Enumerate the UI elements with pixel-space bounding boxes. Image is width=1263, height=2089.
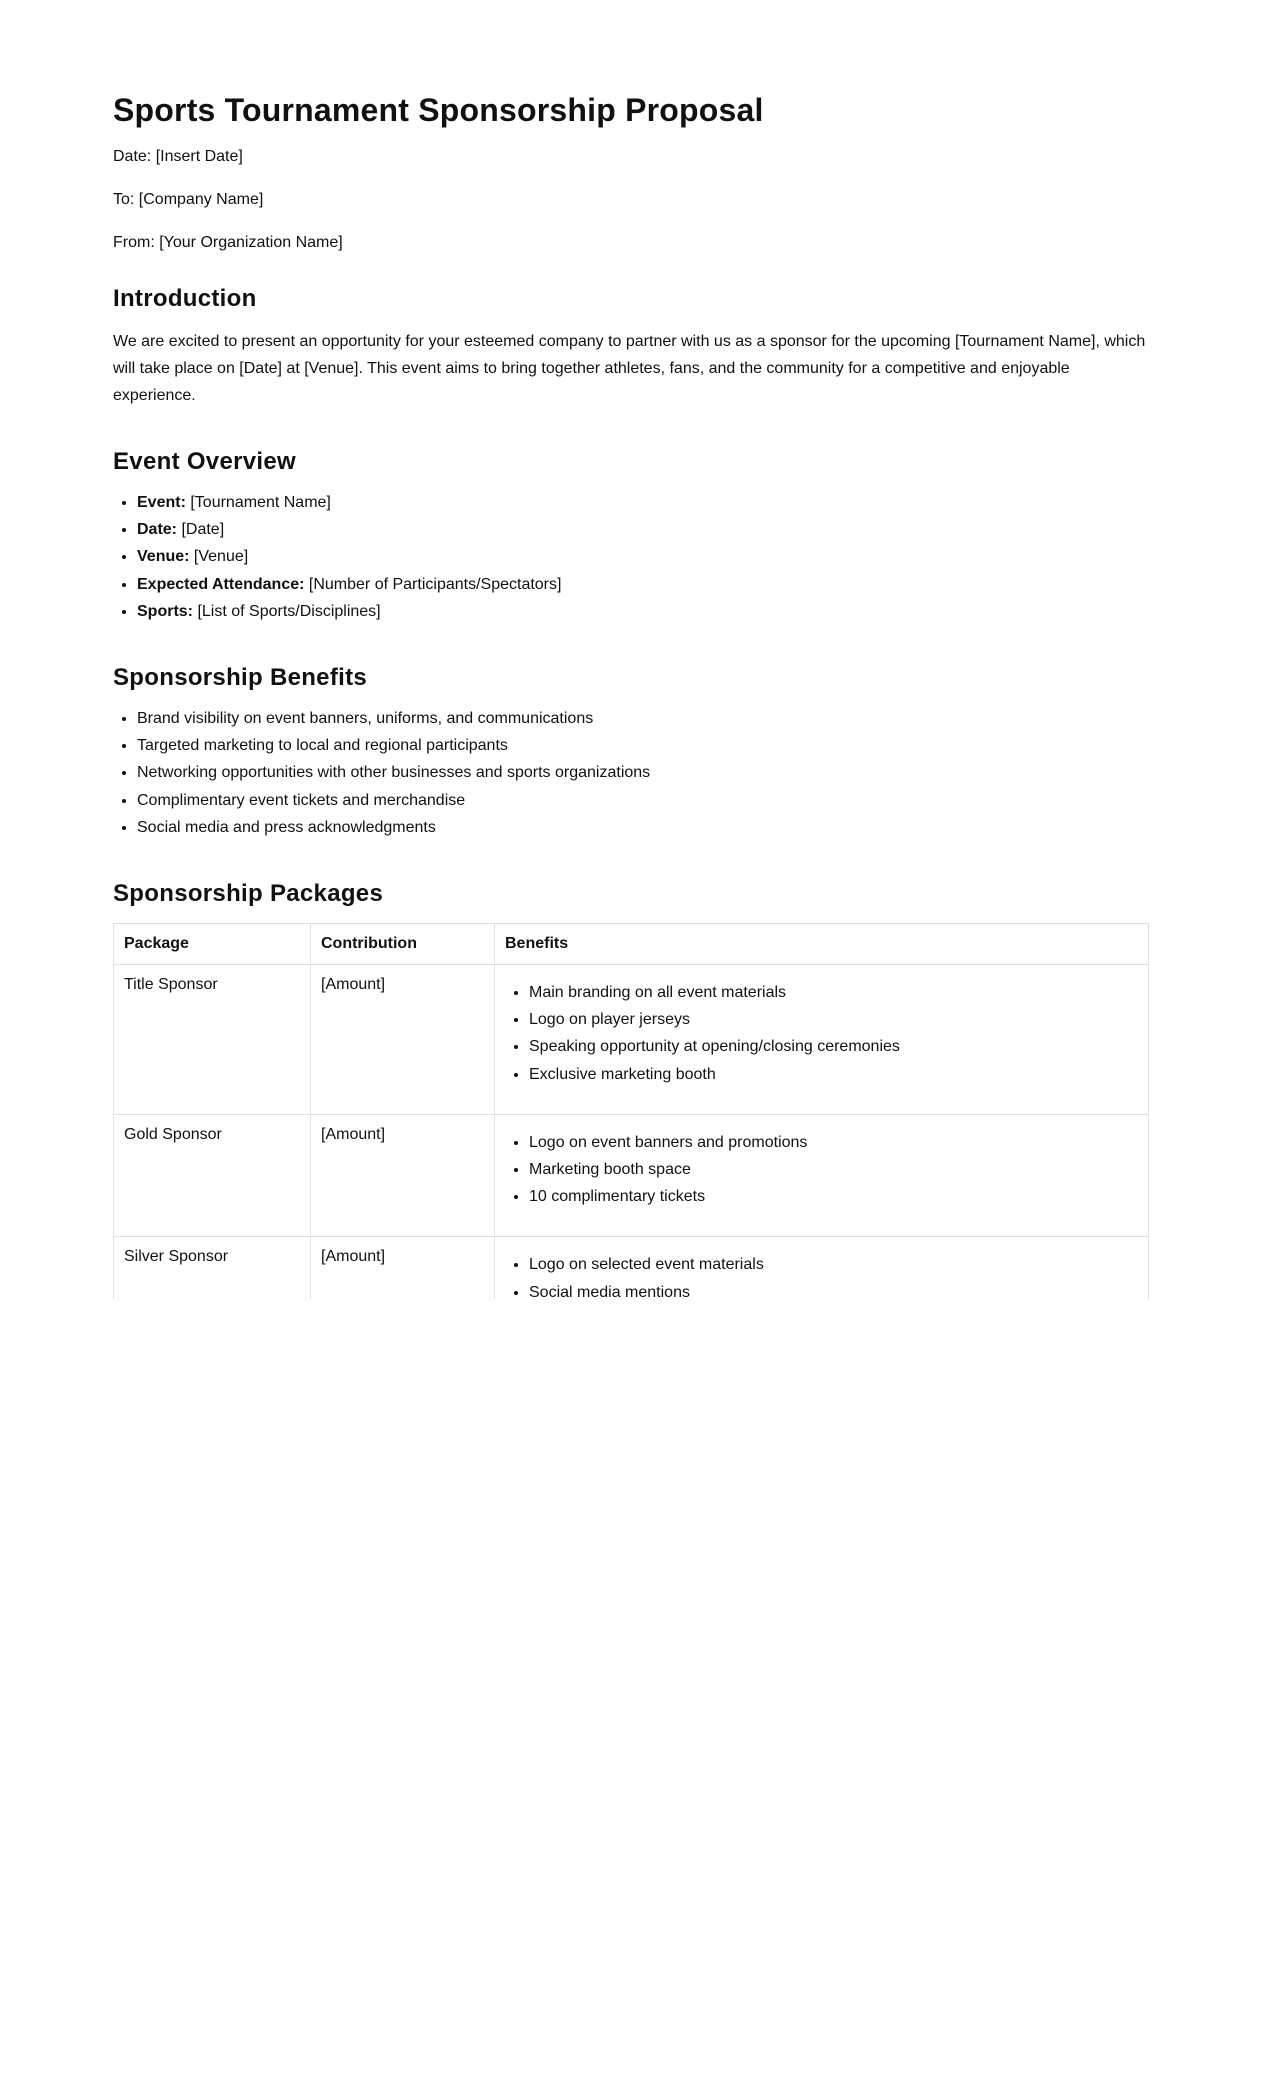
cell-package: Silver Sponsor (114, 1237, 311, 1299)
list-item: • Social media mentions (529, 1279, 1138, 1299)
item-label: Date: (137, 521, 178, 539)
column-header-contribution: Contribution (311, 924, 495, 965)
meta-from: From: [Your Organization Name] (113, 234, 343, 251)
list-item: • Speaking opportunity at opening/closing ceremonies (529, 1033, 1138, 1060)
list-item: • Complimentary event tickets and merchandise (137, 787, 1149, 814)
item-value: [Number of Participants/Spectators] (304, 575, 562, 593)
table-row (114, 1237, 1149, 1299)
item-label: Expected Attendance: (137, 575, 305, 593)
item-label: Sports: (137, 602, 193, 620)
list-item: • Logo on selected event materials (529, 1251, 1138, 1278)
cell-benefits (495, 965, 1149, 1115)
item-value: [Venue] (189, 548, 249, 566)
event-overview-heading: Event Overview (113, 448, 296, 475)
cell-package: Gold Sponsor (114, 1114, 311, 1237)
cell-package: Title Sponsor (114, 965, 311, 1115)
benefits-list (505, 979, 1138, 1088)
list-item: • Exclusive marketing booth (529, 1061, 1138, 1088)
cell-contribution: [Amount] (311, 965, 495, 1115)
introduction-text: We are excited to present an opportunity for your esteemed company to partner with us as a sponsor for the upcoming [Tournament Name], which will take place on [Date] at [Venue]. This event aims to bring together athletes, fans, and the community for a competitive and enjoyable experience. (113, 333, 1146, 404)
table-row (114, 1114, 1149, 1237)
cell-contribution: [Amount] (311, 1114, 495, 1237)
list-item: • Logo on player jerseys (529, 1006, 1138, 1033)
list-item (137, 571, 1149, 598)
sponsorship-packages-table (113, 923, 1149, 1299)
list-item: • Social media and press acknowledgments (137, 814, 1149, 841)
list-item: • Networking opportunities with other businesses and sports organizations (137, 759, 1149, 786)
list-item: • Brand visibility on event banners, uniforms, and communications (137, 705, 1149, 732)
cell-benefits (495, 1237, 1149, 1299)
document-page (113, 88, 1149, 1299)
item-label: Event: (137, 494, 186, 511)
event-overview-list (113, 489, 1149, 625)
sponsorship-benefits-heading: Sponsorship Benefits (113, 664, 368, 692)
list-item (137, 489, 1149, 516)
meta-to: To: [Company Name] (113, 191, 264, 208)
column-header-package: Package (114, 924, 311, 965)
list-item: • 10 complimentary tickets (529, 1183, 1138, 1210)
table-row (114, 965, 1149, 1115)
introduction-heading: Introduction (113, 285, 257, 312)
column-header-benefits: Benefits (495, 924, 1149, 965)
item-value: [Tournament Name] (185, 494, 331, 511)
page-title: Sports Tournament Sponsorship Proposal (113, 92, 764, 128)
sponsorship-benefits-list (113, 705, 1149, 841)
item-label: Venue: (137, 548, 190, 566)
list-item: • Logo on event banners and promotions (529, 1129, 1138, 1156)
list-item: • Main branding on all event materials (529, 979, 1138, 1006)
sponsorship-packages-heading: Sponsorship Packages (113, 880, 384, 908)
list-item (137, 598, 1149, 625)
cell-benefits (495, 1114, 1149, 1237)
item-value: [Date] (177, 521, 225, 539)
list-item (137, 516, 1149, 543)
benefits-list (505, 1251, 1138, 1299)
item-value: [List of Sports/Disciplines] (193, 602, 381, 620)
list-item: • Marketing booth space (529, 1156, 1138, 1183)
benefits-list (505, 1129, 1138, 1211)
meta-date: Date: [Insert Date] (113, 148, 243, 165)
list-item: • Targeted marketing to local and regional participants (137, 732, 1149, 759)
list-item (137, 543, 1149, 570)
cell-contribution: [Amount] (311, 1237, 495, 1299)
table-header-row (114, 924, 1149, 965)
